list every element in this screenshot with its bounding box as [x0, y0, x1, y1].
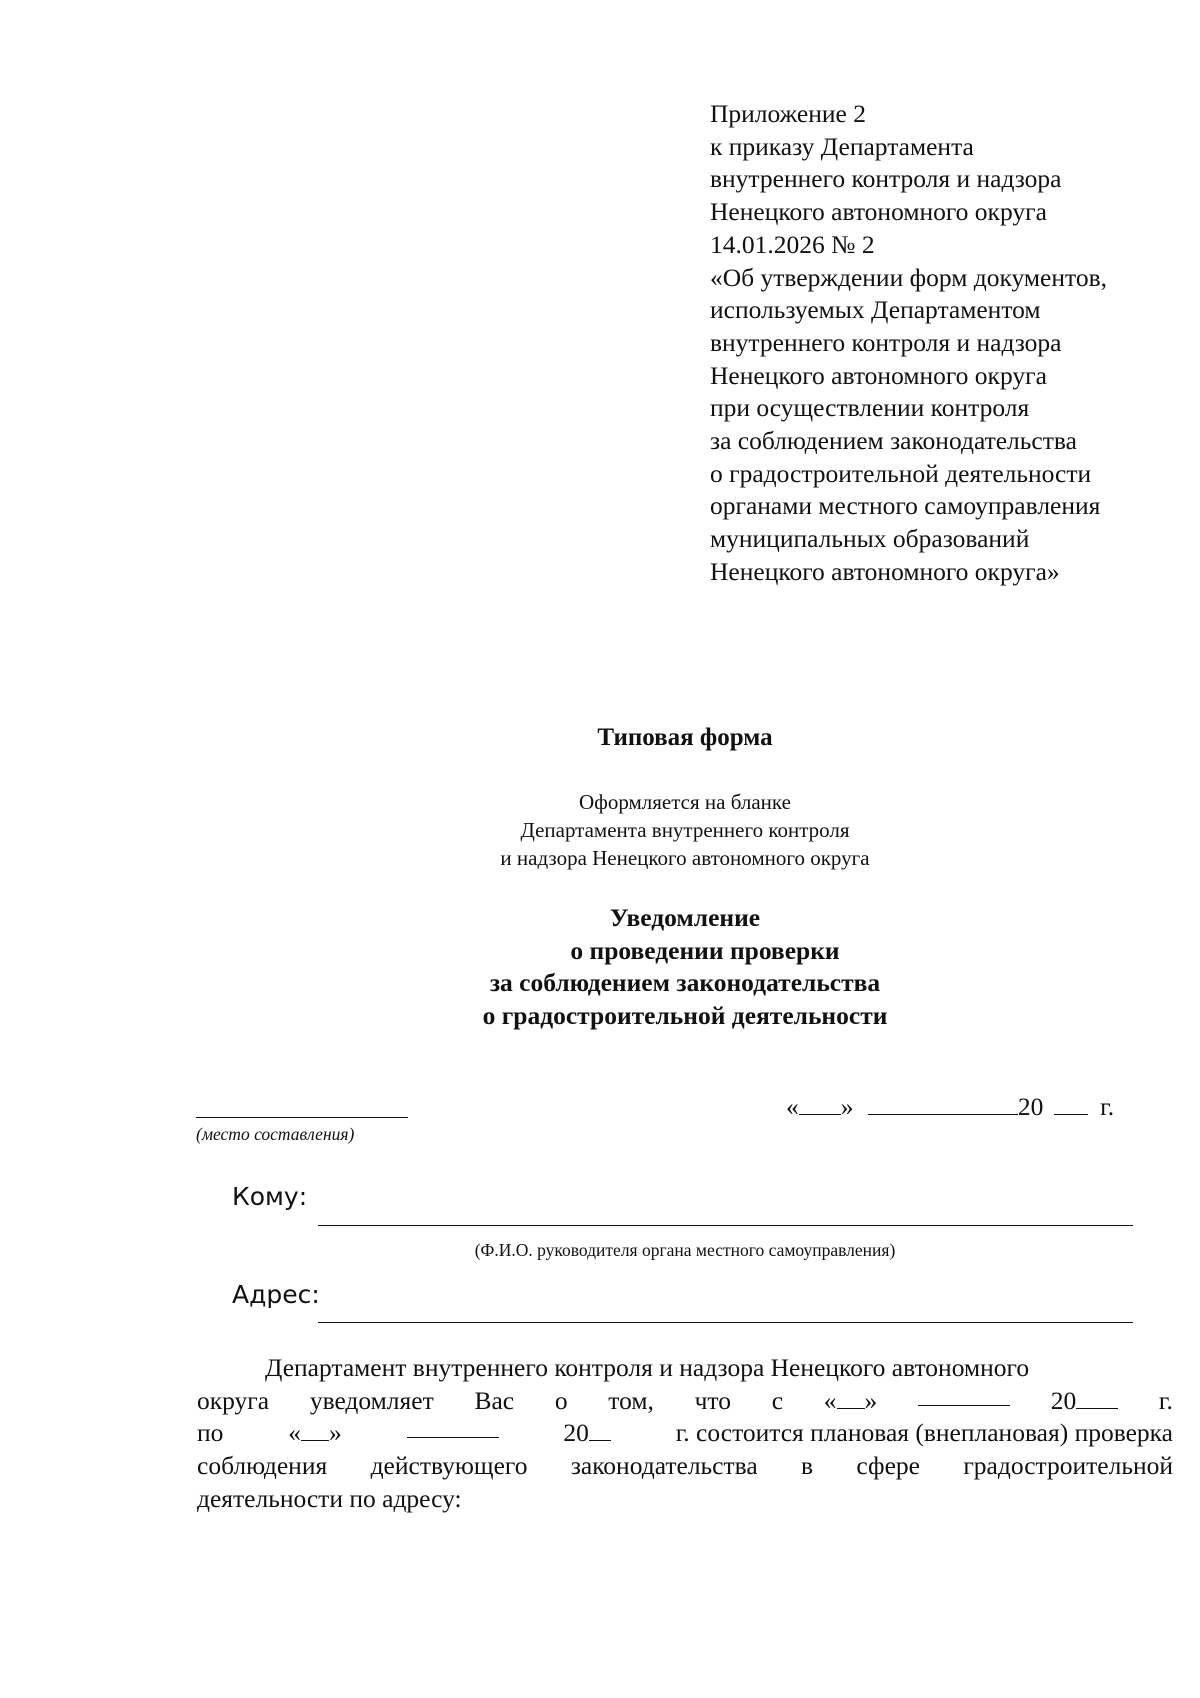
appendix-line: Приложение 2 — [710, 99, 866, 128]
quote-close: » — [864, 1385, 878, 1415]
end-year-blank[interactable] — [589, 1420, 611, 1441]
appendix-line: внутреннего контроля и надзора — [710, 327, 1062, 357]
address-blank-line[interactable] — [318, 1322, 1133, 1323]
appendix-line: используемых Департаментом — [710, 295, 1041, 325]
end-day — [288, 1417, 342, 1450]
document-title — [0, 902, 1200, 1032]
start-year-blank[interactable] — [1076, 1388, 1118, 1409]
title-line: о проведении проверки — [570, 935, 840, 965]
paragraph-word: округа — [197, 1385, 270, 1415]
date-field — [786, 1092, 1114, 1122]
quote-open: « — [823, 1385, 837, 1415]
appendix-line: «Об утверждении форм документов, — [710, 262, 1107, 292]
quote-open: « — [288, 1418, 301, 1448]
paragraph-word: о — [554, 1385, 568, 1415]
title-line: о градостроительной деятельности — [482, 1000, 888, 1030]
start-year — [1051, 1385, 1119, 1418]
paragraph-word: Вас — [474, 1385, 515, 1415]
date-century: 20 — [1017, 1092, 1044, 1121]
paragraph-line-text: г. состоится плановая (внеплановая) проверка — [675, 1418, 1173, 1448]
paragraph-line — [197, 1417, 1173, 1450]
end-year — [563, 1417, 611, 1450]
end-month-blank[interactable] — [407, 1417, 499, 1438]
appendix-line: Ненецкого автономного округа — [710, 360, 1047, 390]
paragraph-line-text: Департамент внутреннего контроля и надзора Ненецкого автономного — [265, 1353, 1030, 1382]
date-year-suffix: г. — [1100, 1092, 1115, 1121]
year-suffix: г. — [1158, 1385, 1173, 1415]
appendix-line: органами местного самоуправления — [710, 491, 1101, 521]
quote-close: » — [328, 1418, 342, 1448]
appendix-line: муниципальных образований — [710, 524, 1030, 554]
appendix-line: внутреннего контроля и надзора — [710, 164, 1062, 194]
letterhead-note — [0, 788, 1200, 872]
paragraph-line — [197, 1385, 1173, 1418]
to-blank-line[interactable] — [318, 1225, 1133, 1226]
date-close-quote: » — [840, 1092, 854, 1121]
end-day-blank[interactable] — [301, 1420, 329, 1441]
appendix-line: за соблюдением законодательства — [710, 426, 1077, 456]
appendix-line: о градостроительной деятельности — [710, 458, 1092, 488]
paragraph-line: деятельности по адресу: — [197, 1483, 462, 1513]
appendix-line: Ненецкого автономного округа — [710, 197, 1047, 227]
paragraph-line — [197, 1450, 1173, 1483]
appendix-line: Ненецкого автономного округа» — [710, 556, 1060, 586]
notice-paragraph — [197, 1352, 1173, 1516]
paragraph-line-text: соблюдения действующего законодательства в сфере градостроительной — [197, 1451, 1173, 1481]
note-line: Оформляется на бланке — [579, 790, 791, 814]
appendix-line: при осуществлении контроля — [710, 393, 1030, 423]
paragraph-line — [197, 1352, 1173, 1385]
place-caption: (место составления) — [196, 1124, 355, 1144]
to-caption: (Ф.И.О. руководителя органа местного самоуправления) — [474, 1240, 896, 1260]
paragraph-word: с — [771, 1385, 784, 1415]
form-type-heading: Типовая форма — [597, 724, 773, 751]
appendix-header — [710, 98, 1180, 589]
paragraph-word: что — [694, 1385, 731, 1415]
paragraph-word: по — [197, 1418, 224, 1448]
title-line: Уведомление — [609, 903, 761, 932]
year-blank[interactable] — [1054, 1092, 1088, 1115]
century: 20 — [563, 1418, 589, 1448]
note-line: и надзора Ненецкого автономного округа — [500, 846, 870, 870]
paragraph-word: уведомляет — [309, 1385, 434, 1415]
appendix-line: 14.01.2026 № 2 — [710, 229, 875, 259]
month-blank[interactable] — [868, 1092, 1018, 1115]
date-open-quote: « — [786, 1092, 799, 1121]
day-blank[interactable] — [799, 1092, 841, 1115]
start-month-blank[interactable] — [918, 1385, 1010, 1406]
place-blank-line[interactable] — [196, 1117, 408, 1118]
to-label: Кому: — [232, 1182, 308, 1211]
start-day-blank[interactable] — [837, 1388, 865, 1409]
paragraph-word: том, — [608, 1385, 654, 1415]
title-line: за соблюдением законодательства — [489, 968, 881, 997]
note-line: Департамента внутреннего контроля — [520, 818, 850, 842]
appendix-line: к приказу Департамента — [710, 131, 974, 161]
century: 20 — [1050, 1385, 1077, 1415]
address-label: Адрес: — [232, 1280, 320, 1309]
start-day — [824, 1385, 878, 1418]
